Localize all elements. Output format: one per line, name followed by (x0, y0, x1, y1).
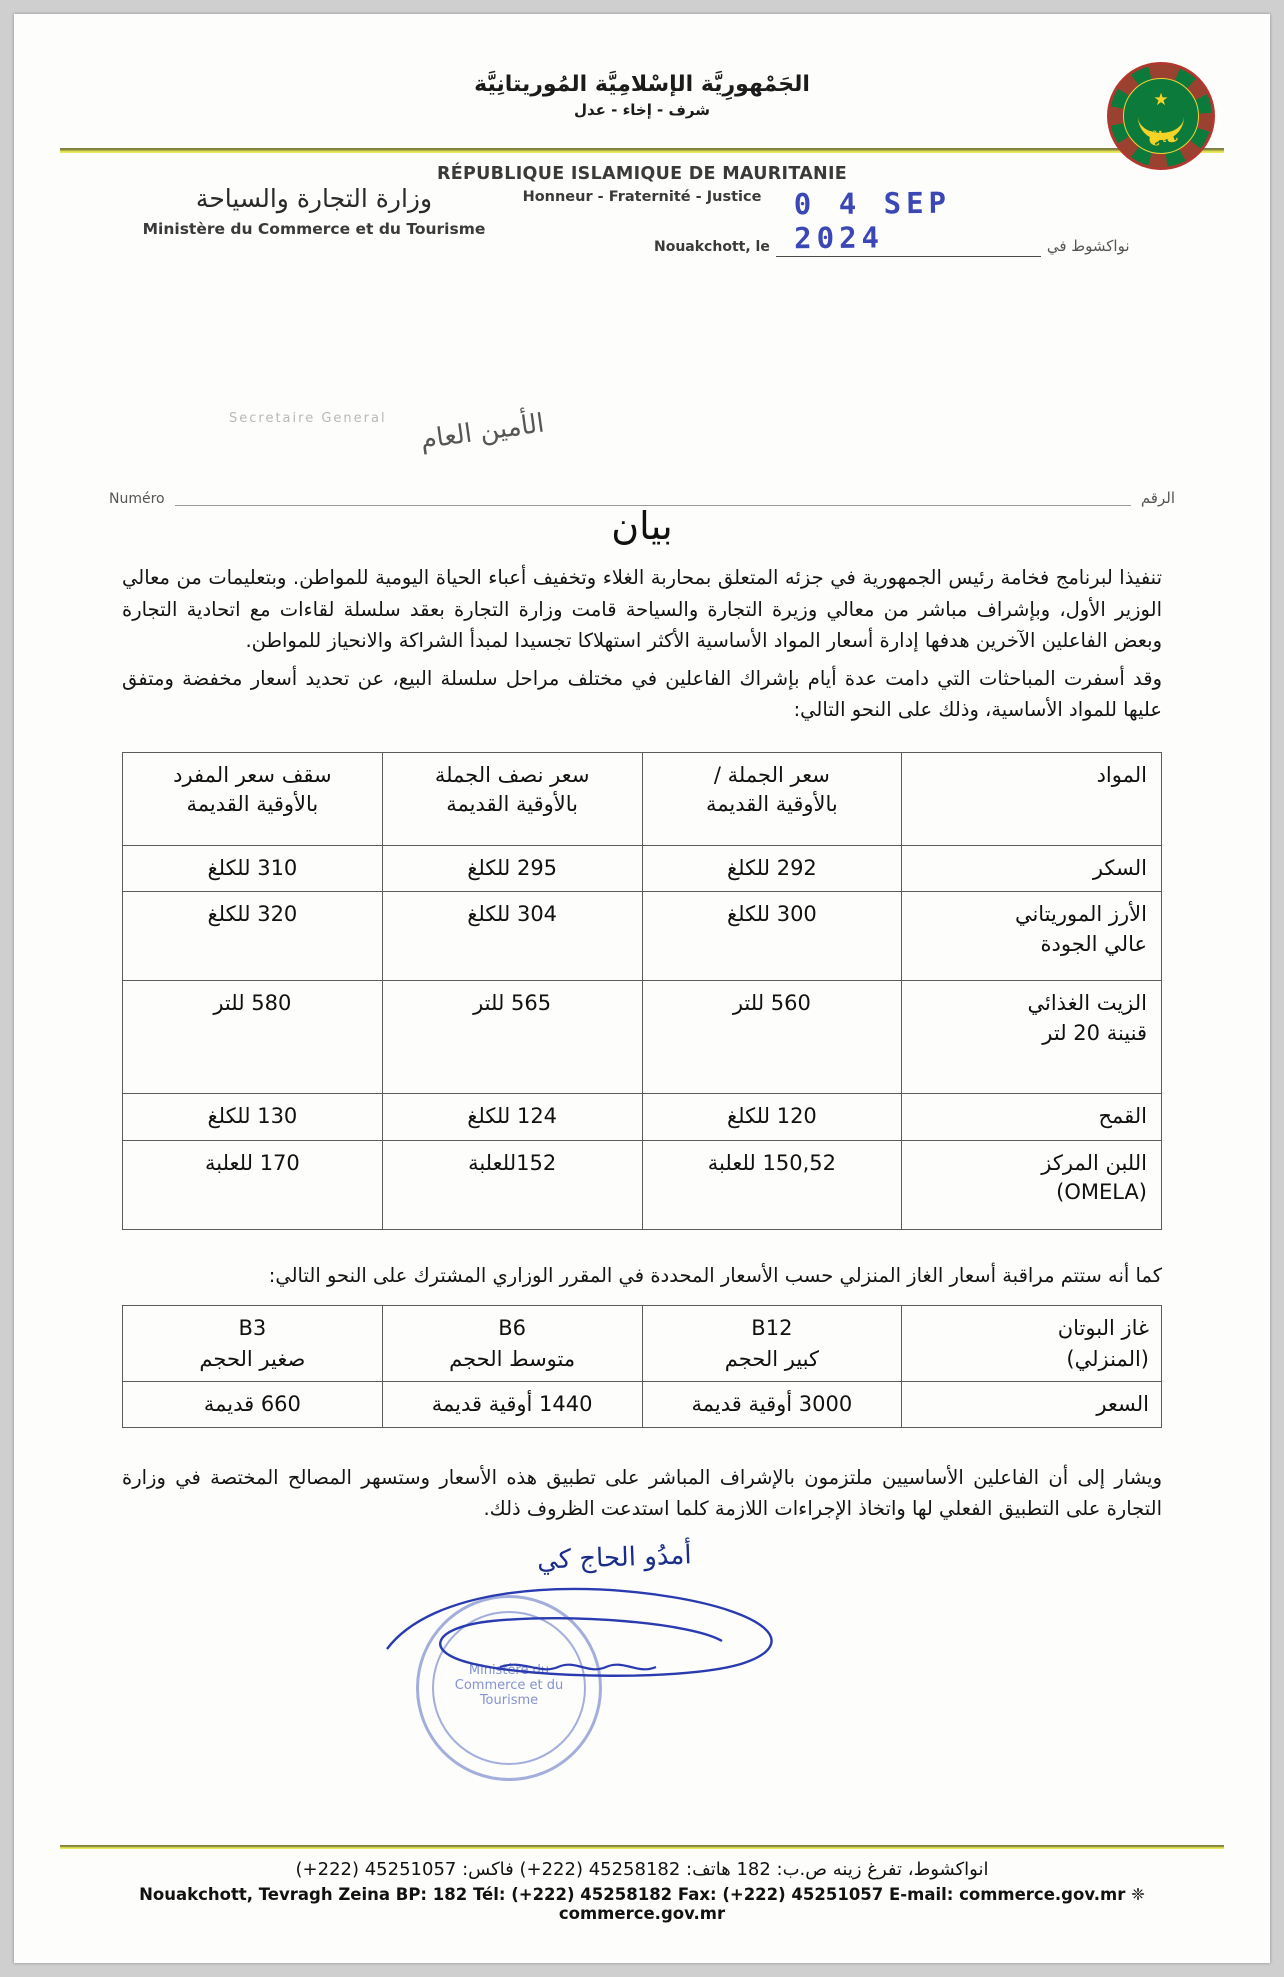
price-table-header-row (123, 752, 1162, 845)
material-line-1: السكر (1092, 855, 1147, 880)
gas-code-b6: B6 (498, 1316, 527, 1341)
gas-label-l1: غاز البوتان (1057, 1316, 1149, 1341)
col-retail-cap-l2: بالأوقية القديمة (186, 792, 319, 817)
document-footer (60, 1845, 1224, 1923)
material-line-2: (OMELA) (1056, 1180, 1147, 1205)
gas-intro-note: كما أنه ستتم مراقبة أسعار الغاز المنزلي حسب الأسعار المحددة في المقرر الوزاري المشترك على النحو التالي: (268, 1263, 1162, 1287)
col-wholesale-l1: سعر الجملة / (713, 762, 830, 787)
cell-material (902, 1094, 1162, 1140)
price-table-col-material (902, 752, 1162, 845)
price-table (122, 752, 1162, 1230)
cell-material (902, 1140, 1162, 1229)
signatory-name: أمدُو الحاج كي (536, 1540, 693, 1576)
gas-price-b3: 660 قديمة (123, 1382, 383, 1427)
footer-contact-arabic: انواكشوط، تفرغ زينه ص.ب: 182 هاتف: 45258182 (222+) فاكس: 45251057 (222+) (295, 1859, 989, 1880)
gas-size-b6: متوسط الحجم (449, 1346, 576, 1371)
document-header (14, 14, 1270, 256)
footer-gold-rule (60, 1845, 1224, 1849)
state-motto-arabic: شرف - إخاء - عدل (573, 101, 711, 119)
table-row (123, 1140, 1162, 1229)
cell-half-wholesale: 304 للكلغ (382, 892, 642, 981)
col-wholesale-l2: بالأوقية القديمة (705, 792, 838, 817)
material-line-1: اللبن المركز (1041, 1150, 1147, 1175)
secretary-general-handwriting: الأمين العام (418, 408, 547, 456)
cell-material (902, 981, 1162, 1094)
gas-price-table (122, 1305, 1162, 1427)
price-table-col-retail-cap (123, 752, 383, 845)
star-icon: ★ (1153, 90, 1169, 110)
closing-paragraph: ويشار إلى أن الفاعلين الأساسيين ملتزمون بالإشراف المباشر على تطبيق هذه الأسعار وستسهر المصالح المختصة في وزارة التجارة على التطبيق الفعلي لها واتخاذ الإجراءات اللازمة كلما استدعت الظروف ذلك. (122, 1465, 1162, 1521)
cell-half-wholesale: 152للعلبة (382, 1140, 642, 1229)
cell-wholesale: 120 للكلغ (642, 1094, 902, 1140)
material-line-2: قنينة 20 لتر (1042, 1020, 1147, 1045)
secretary-general-label: Secretaire General (229, 411, 387, 426)
col-material-l1: المواد (1096, 762, 1147, 787)
cell-wholesale: 292 للكلغ (642, 845, 902, 891)
cell-retail-cap: 170 للعلبة (123, 1140, 383, 1229)
cell-wholesale: 560 للتر (642, 981, 902, 1094)
date-line (654, 185, 1214, 257)
table-row (123, 981, 1162, 1094)
secretary-general-annotation (229, 408, 559, 469)
gas-price-label: السعر (902, 1382, 1162, 1427)
cell-material (902, 892, 1162, 981)
cell-retail-cap: 130 للكلغ (123, 1094, 383, 1140)
gas-col-b3 (123, 1306, 383, 1382)
page-title: بيان (611, 504, 673, 548)
header-gold-rule (60, 148, 1224, 153)
date-label-french: Nouakchott, le (654, 239, 770, 255)
date-field (776, 185, 1041, 257)
gas-table-price-row (123, 1382, 1162, 1427)
gas-col-b12 (642, 1306, 902, 1382)
gas-col-b6 (382, 1306, 642, 1382)
gas-code-b12: B12 (751, 1316, 793, 1341)
cell-retail-cap: 320 للكلغ (123, 892, 383, 981)
col-half-wholesale-l2: بالأوقية القديمة (446, 792, 579, 817)
price-table-col-half-wholesale (382, 752, 642, 845)
col-retail-cap-l1: سقف سعر المفرد (173, 762, 332, 787)
palm-icon: ❦❧ (1145, 127, 1177, 152)
date-label-arabic: نواكشوط في (1046, 237, 1130, 255)
mauritania-national-emblem-icon (1107, 62, 1215, 170)
gas-size-b3: صغير الحجم (199, 1346, 306, 1371)
state-name-arabic: الجَمْهورِيَّة الإسْلامِيَّة المُوريتانِيَّة (474, 72, 810, 97)
cell-half-wholesale: 295 للكلغ (382, 845, 642, 891)
document-page (14, 14, 1270, 1963)
gas-price-b6: 1440 أوقية قديمة (382, 1382, 642, 1427)
gas-table-row-label (902, 1306, 1162, 1382)
cell-half-wholesale: 124 للكلغ (382, 1094, 642, 1140)
ministry-block (104, 184, 524, 238)
cell-retail-cap: 310 للكلغ (123, 845, 383, 891)
reference-line (109, 408, 1175, 509)
document-body (14, 504, 1270, 1773)
material-line-2: عالي الجودة (1040, 931, 1147, 956)
gas-size-b12: كبير الحجم (724, 1346, 819, 1371)
table-row (123, 892, 1162, 981)
material-line-1: الأرز الموريتاني (1014, 902, 1147, 927)
cell-retail-cap: 580 للتر (123, 981, 383, 1094)
ministry-name-arabic: وزارة التجارة والسياحة (195, 184, 433, 213)
table-row (123, 1094, 1162, 1140)
paragraph-1: تنفيذا لبرنامج فخامة رئيس الجمهورية في جزئه المتعلق بمحاربة الغلاء وتخفيف أعباء الحياة اليومية للمواطن. وبتعليمات من معالي الوزير الأول، وبإشراف مباشر من معالي وزيرة التجارة والسياحة قامت وزارة التجارة بعقد سلسلة لقاءات مع اتحادية التجارة وبعض الفاعلين الآخرين هدفها إدارة أسعار المواد الأساسية الأكثر استهلاكا تجسيدا لمبدأ الشراكة والانحياز للمواطن. (122, 566, 1162, 653)
col-half-wholesale-l1: سعر نصف الجملة (434, 762, 590, 787)
footer-contact-french: Nouakchott, Tevragh Zeina BP: 182 Tél: (+222) 45258182 Fax: (+222) 45251057 E-mail: commerce.gov.mr ❈ commerce.gov.mr (139, 1885, 1145, 1923)
cell-wholesale: 300 للكلغ (642, 892, 902, 981)
date-stamp: 0 4 SEP 2024 (793, 185, 952, 256)
number-label-french: Numéro (109, 491, 165, 507)
signature-block (122, 1540, 1162, 1773)
material-line-1: الزيت الغذائي (1027, 991, 1147, 1016)
handwritten-signature (372, 1571, 832, 1701)
paragraph-2: وقد أسفرت المباحثات التي دامت عدة أيام بإشراك الفاعلين في مختلف مراحل سلسلة البيع، عن تحديد أسعار مخفضة ومتفق عليها للمواد الأساسية، وذلك على النحو التالي: (122, 666, 1162, 722)
cell-half-wholesale: 565 للتر (382, 981, 642, 1094)
price-table-col-wholesale (642, 752, 902, 845)
state-motto-french: Honneur - Fraternité - Justice (522, 189, 762, 205)
material-line-1: القمح (1098, 1104, 1147, 1129)
gas-label-l2: (المنزلي) (1066, 1346, 1149, 1371)
number-label-arabic: الرقم (1140, 489, 1175, 507)
gas-price-b12: 3000 أوقية قديمة (642, 1382, 902, 1427)
official-stamp-text: Ministère du Commerce et du Tourisme (454, 1662, 564, 1708)
gas-code-b3: B3 (238, 1316, 267, 1341)
table-row (123, 845, 1162, 891)
ministry-name-french: Ministère du Commerce et du Tourisme (142, 220, 486, 238)
cell-material (902, 845, 1162, 891)
state-name-french: RÉPUBLIQUE ISLAMIQUE DE MAURITANIE (436, 164, 848, 184)
cell-wholesale: 150,52 للعلبة (642, 1140, 902, 1229)
state-heading-arabic (14, 72, 1270, 119)
gas-table-header-row (123, 1306, 1162, 1382)
